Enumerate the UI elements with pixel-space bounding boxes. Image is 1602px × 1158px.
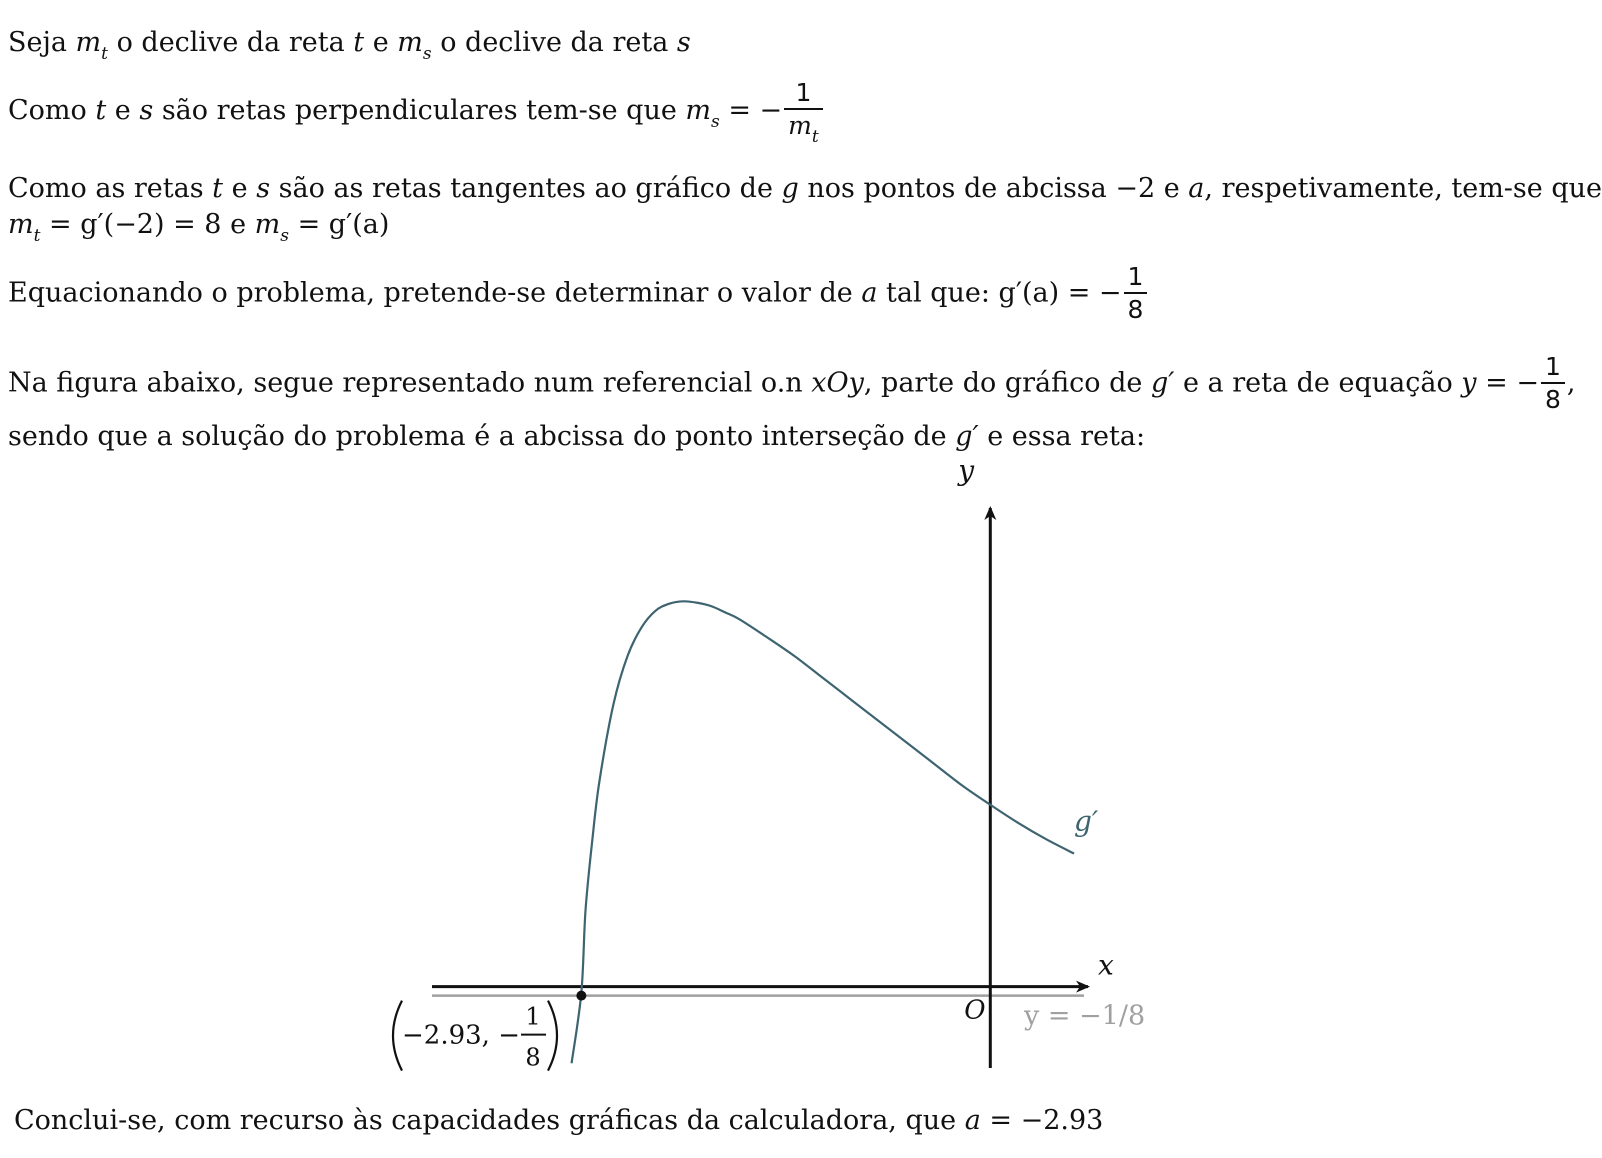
math-var: g′ [1150,367,1175,399]
math-subscript: t [101,44,108,64]
text: e [106,95,140,126]
equation-text: = −2.93 [980,1105,1104,1136]
fraction-numerator: 1 [1124,262,1148,294]
math-m: m [685,95,711,126]
curve-label: g′ [1074,805,1099,839]
math-var: s [256,173,271,204]
text: sendo que a solução do problema é a abcissa do ponto interseção de [8,421,956,452]
math-subscript: t [33,226,41,246]
text: o declive da reta [107,27,354,58]
x-axis-label: x [1098,948,1114,982]
fraction-denominator: 8 [1544,385,1561,414]
text: , respetivamente, tem-se que [1204,173,1602,204]
point-label-text: −2.93, − [402,1020,520,1051]
fraction-numerator: 1 [784,78,823,110]
intersection-point [576,991,586,1001]
math-var: g [781,173,799,204]
math-var: s [676,27,691,58]
text: nos pontos de abcissa −2 e [798,173,1189,204]
equation-text: = g′(a) [289,209,390,240]
math-var: a [861,277,878,309]
math-var: xOy [811,367,864,399]
equation-text: = − [719,95,783,126]
point-label-frac-num: 1 [525,1002,541,1031]
fraction-numerator: 1 [1541,352,1565,384]
math-subscript: s [280,226,289,246]
y-axis-label: y [958,454,975,487]
math-var: a [964,1105,981,1136]
text: tal que: [877,277,999,309]
math-subscript: s [422,44,432,64]
fraction-denominator: 8 [1127,295,1144,324]
point-label-frac-den: 8 [525,1043,541,1072]
math-var: t [95,95,107,126]
math-m: m [75,27,102,58]
math-var: t [212,173,224,204]
left-paren [393,1001,402,1071]
math-var: a [1188,173,1205,204]
text: e [221,209,255,240]
text: Seja [8,27,76,58]
math-subscript: t [811,127,819,147]
text: Como [8,95,96,126]
math-subscript: s [711,112,720,132]
math-var: t [353,27,365,58]
math-var: s [139,95,154,126]
text: e a reta de equação [1174,367,1462,399]
fraction-denominator: m [788,111,812,140]
text: e essa reta: [978,421,1146,452]
origin-label: O [964,995,986,1026]
math-m: m [397,27,423,58]
text: , [1566,367,1576,399]
text: e [223,173,257,204]
text: Na figura abaixo, segue representado num referencial o.n [8,367,812,399]
text: são retas perpendiculares tem-se que [153,95,686,126]
equation-text: = g′(−2) = 8 [40,209,222,240]
text: Como as retas [8,173,213,204]
line-label: y = −1/8 [1024,1000,1146,1032]
text: o declive da reta [431,27,677,58]
text: Equacionando o problema, pretende-se determinar o valor de [8,277,862,309]
text: , parte do gráfico de [863,367,1151,399]
paragraph-conclusion [14,1104,1103,1138]
equation-text: y = − [1461,367,1539,399]
math-m: m [8,209,34,240]
math-var: g′ [955,421,979,452]
math-m: m [254,209,281,240]
equation-text: g′(a) = − [998,277,1122,309]
right-paren [548,1001,557,1071]
intersection-point-label [393,1001,557,1072]
text: e [364,27,398,58]
text: Conclui-se, com recurso às capacidades gráficas da calculadora, que [14,1105,965,1136]
text: são as retas tangentes ao gráfico de [270,173,782,204]
g-prime-curve [572,601,1074,1063]
